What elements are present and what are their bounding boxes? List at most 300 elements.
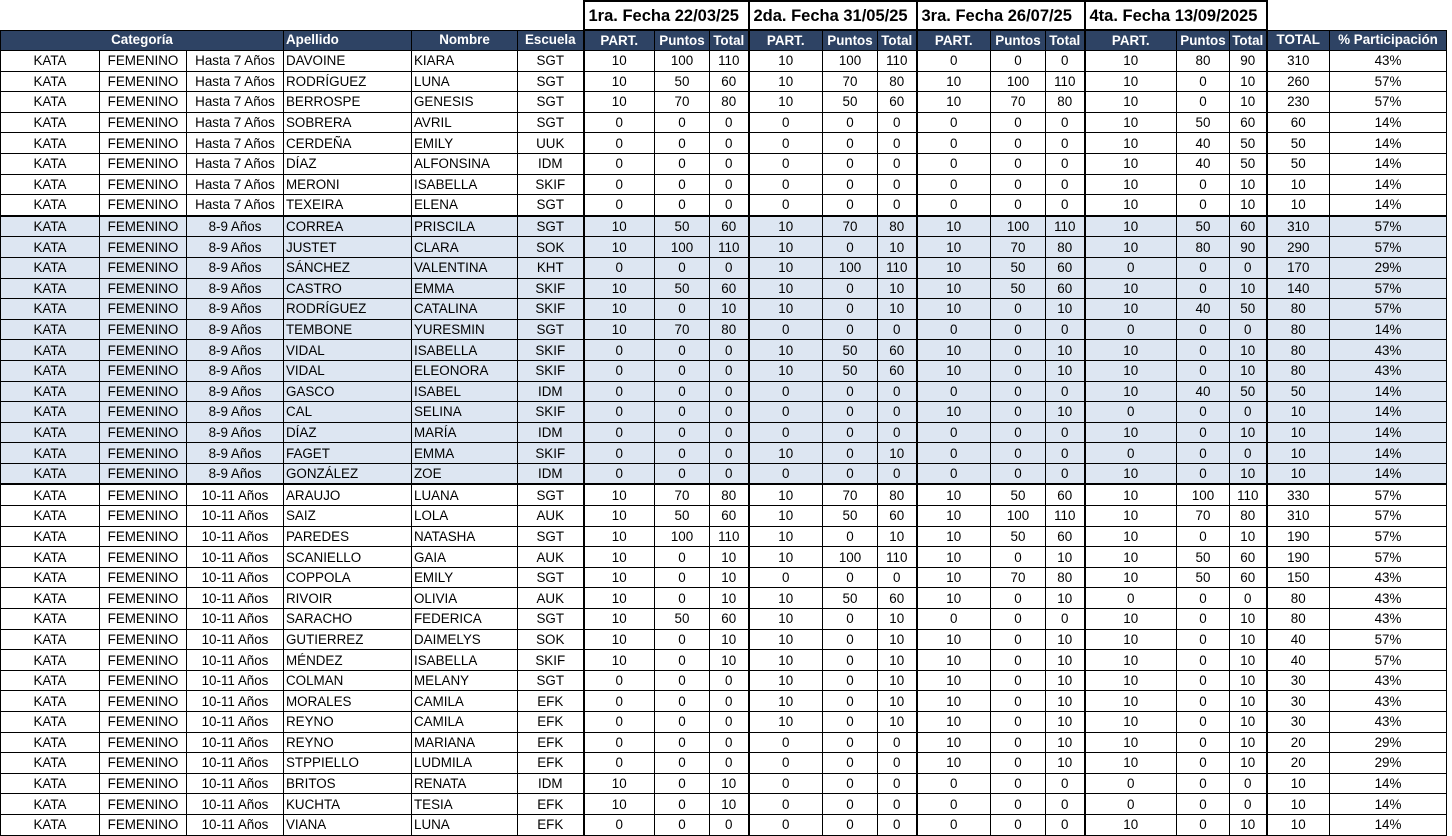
fecha-4: 4ta. Fecha 13/09/2025: [1085, 1, 1267, 30]
cell-part-1: 10: [584, 547, 655, 568]
cell-puntos-3: 0: [991, 51, 1046, 72]
cell-part-2: 0: [749, 174, 823, 195]
cell-part-3: 0: [917, 463, 991, 484]
cell-nombre: ISABELLA: [412, 174, 518, 195]
cell-part-3: 0: [917, 153, 991, 174]
cell-puntos-3: 70: [991, 567, 1046, 588]
cell-genero: FEMENINO: [100, 278, 187, 299]
cell-total-1: 0: [710, 340, 749, 361]
cell-escuela: SKIF: [518, 299, 584, 320]
cell-puntos-4: 0: [1177, 174, 1230, 195]
cell-modalidad: KATA: [1, 237, 100, 258]
cell-nombre: CAMILA: [412, 712, 518, 733]
cell-total-2: 0: [878, 195, 917, 216]
cell-puntos-3: 50: [991, 526, 1046, 547]
cell-puntos-1: 0: [655, 257, 710, 278]
cell-escuela: IDM: [518, 463, 584, 484]
cell-genero: FEMENINO: [100, 506, 187, 527]
cell-total: 50: [1267, 153, 1330, 174]
cell-genero: FEMENINO: [100, 547, 187, 568]
cell-total-1: 0: [710, 402, 749, 423]
cell-total-3: 0: [1046, 422, 1085, 443]
cell-puntos-4: 70: [1177, 506, 1230, 527]
cell-part-3: 0: [917, 112, 991, 133]
cell-total-4: 10: [1230, 360, 1267, 381]
cell-puntos-1: 70: [655, 92, 710, 113]
cell-participacion: 14%: [1330, 794, 1447, 815]
cell-participacion: 14%: [1330, 422, 1447, 443]
cell-part-4: 10: [1085, 609, 1177, 630]
cell-part-3: 10: [917, 691, 991, 712]
cell-puntos-4: 100: [1177, 484, 1230, 505]
cell-puntos-4: 0: [1177, 753, 1230, 774]
cell-nombre: TESIA: [412, 794, 518, 815]
cell-puntos-3: 0: [991, 340, 1046, 361]
cell-nombre: ISABELLA: [412, 650, 518, 671]
cell-total-1: 0: [710, 195, 749, 216]
cell-part-3: 0: [917, 773, 991, 794]
cell-genero: FEMENINO: [100, 216, 187, 237]
cell-categoria: 10-11 Años: [187, 629, 284, 650]
cell-puntos-2: 0: [823, 153, 878, 174]
cell-part-3: 10: [917, 588, 991, 609]
cell-total-4: 10: [1230, 650, 1267, 671]
table-row: [1, 237, 1447, 258]
cell-categoria: Hasta 7 Años: [187, 133, 284, 154]
table-row: [1, 629, 1447, 650]
cell-part-4: 10: [1085, 547, 1177, 568]
cell-total-4: 60: [1230, 547, 1267, 568]
cell-modalidad: KATA: [1, 814, 100, 835]
cell-categoria: Hasta 7 Años: [187, 112, 284, 133]
table-row: [1, 773, 1447, 794]
cell-total-1: 0: [710, 814, 749, 835]
cell-part-2: 0: [749, 814, 823, 835]
cell-puntos-1: 0: [655, 133, 710, 154]
cell-total-4: 10: [1230, 629, 1267, 650]
cell-nombre: MARIANA: [412, 732, 518, 753]
cell-participacion: 57%: [1330, 92, 1447, 113]
table-row: [1, 216, 1447, 237]
cell-genero: FEMENINO: [100, 237, 187, 258]
cell-genero: FEMENINO: [100, 51, 187, 72]
table-row: [1, 650, 1447, 671]
cell-total-4: 0: [1230, 257, 1267, 278]
cell-part-1: 10: [584, 237, 655, 258]
cell-total: 50: [1267, 133, 1330, 154]
cell-puntos-4: 0: [1177, 443, 1230, 464]
cell-part-2: 0: [749, 732, 823, 753]
cell-genero: FEMENINO: [100, 195, 187, 216]
table-row: [1, 153, 1447, 174]
cell-genero: FEMENINO: [100, 691, 187, 712]
cell-total-1: 10: [710, 629, 749, 650]
cell-genero: FEMENINO: [100, 753, 187, 774]
cell-part-2: 10: [749, 92, 823, 113]
cell-total-4: 10: [1230, 732, 1267, 753]
cell-puntos-3: 0: [991, 402, 1046, 423]
cell-puntos-1: 0: [655, 547, 710, 568]
cell-participacion: 43%: [1330, 51, 1447, 72]
cell-puntos-4: 0: [1177, 92, 1230, 113]
cell-puntos-1: 0: [655, 299, 710, 320]
cell-part-3: 10: [917, 650, 991, 671]
cell-total: 310: [1267, 216, 1330, 237]
cell-puntos-4: 0: [1177, 712, 1230, 733]
table-row: [1, 402, 1447, 423]
cell-puntos-2: 100: [823, 547, 878, 568]
cell-modalidad: KATA: [1, 381, 100, 402]
cell-total-4: 60: [1230, 216, 1267, 237]
cell-total: 330: [1267, 484, 1330, 505]
header-escuela: Escuela: [518, 30, 584, 51]
cell-puntos-3: 0: [991, 691, 1046, 712]
cell-modalidad: KATA: [1, 257, 100, 278]
cell-puntos-2: 0: [823, 443, 878, 464]
cell-total-1: 0: [710, 712, 749, 733]
cell-escuela: EFK: [518, 794, 584, 815]
cell-puntos-2: 0: [823, 732, 878, 753]
cell-puntos-4: 0: [1177, 422, 1230, 443]
cell-participacion: 29%: [1330, 753, 1447, 774]
cell-part-3: 10: [917, 506, 991, 527]
cell-total: 170: [1267, 257, 1330, 278]
cell-puntos-2: 0: [823, 794, 878, 815]
table-row: [1, 526, 1447, 547]
cell-genero: FEMENINO: [100, 650, 187, 671]
cell-puntos-3: 70: [991, 92, 1046, 113]
cell-categoria: 10-11 Años: [187, 547, 284, 568]
cell-puntos-3: 0: [991, 588, 1046, 609]
cell-part-3: 10: [917, 360, 991, 381]
cell-puntos-2: 0: [823, 174, 878, 195]
cell-total-2: 80: [878, 216, 917, 237]
cell-apellido: SAIZ: [284, 506, 412, 527]
cell-participacion: 14%: [1330, 174, 1447, 195]
cell-part-1: 0: [584, 443, 655, 464]
cell-total-3: 10: [1046, 588, 1085, 609]
cell-total-3: 0: [1046, 133, 1085, 154]
cell-part-3: 0: [917, 422, 991, 443]
cell-part-3: 0: [917, 794, 991, 815]
cell-puntos-4: 0: [1177, 71, 1230, 92]
cell-nombre: LUNA: [412, 814, 518, 835]
cell-genero: FEMENINO: [100, 773, 187, 794]
cell-total-2: 0: [878, 773, 917, 794]
cell-puntos-2: 70: [823, 71, 878, 92]
fecha-1: 1ra. Fecha 22/03/25: [584, 1, 749, 30]
cell-total-4: 0: [1230, 402, 1267, 423]
cell-puntos-3: 0: [991, 153, 1046, 174]
cell-modalidad: KATA: [1, 299, 100, 320]
cell-categoria: 10-11 Años: [187, 670, 284, 691]
cell-total-4: 10: [1230, 71, 1267, 92]
cell-escuela: SKIF: [518, 278, 584, 299]
cell-part-3: 10: [917, 712, 991, 733]
cell-participacion: 57%: [1330, 71, 1447, 92]
cell-genero: FEMENINO: [100, 484, 187, 505]
cell-total-3: 0: [1046, 195, 1085, 216]
cell-genero: FEMENINO: [100, 112, 187, 133]
cell-total-3: 110: [1046, 71, 1085, 92]
table-row: [1, 381, 1447, 402]
cell-total-3: 10: [1046, 360, 1085, 381]
cell-nombre: GAIA: [412, 547, 518, 568]
cell-total: 80: [1267, 340, 1330, 361]
cell-total: 40: [1267, 629, 1330, 650]
cell-apellido: COLMAN: [284, 670, 412, 691]
cell-apellido: SOBRERA: [284, 112, 412, 133]
cell-part-2: 0: [749, 112, 823, 133]
cell-total: 260: [1267, 71, 1330, 92]
cell-puntos-1: 100: [655, 51, 710, 72]
cell-puntos-1: 50: [655, 609, 710, 630]
cell-escuela: IDM: [518, 153, 584, 174]
cell-part-3: 0: [917, 381, 991, 402]
cell-total-2: 110: [878, 257, 917, 278]
cell-puntos-1: 0: [655, 112, 710, 133]
cell-total-3: 0: [1046, 112, 1085, 133]
cell-apellido: MERONI: [284, 174, 412, 195]
cell-total: 80: [1267, 588, 1330, 609]
cell-total-2: 0: [878, 381, 917, 402]
cell-total-3: 10: [1046, 712, 1085, 733]
cell-puntos-1: 70: [655, 484, 710, 505]
cell-nombre: LUANA: [412, 484, 518, 505]
header-participacion: % Participación: [1330, 30, 1447, 51]
cell-total: 20: [1267, 732, 1330, 753]
cell-apellido: RODRÍGUEZ: [284, 71, 412, 92]
cell-part-4: 10: [1085, 753, 1177, 774]
cell-puntos-4: 80: [1177, 237, 1230, 258]
cell-participacion: 43%: [1330, 588, 1447, 609]
fecha-2: 2da. Fecha 31/05/25: [749, 1, 917, 30]
cell-total-3: 10: [1046, 753, 1085, 774]
cell-total: 190: [1267, 547, 1330, 568]
cell-puntos-4: 80: [1177, 51, 1230, 72]
table-row: [1, 547, 1447, 568]
cell-total-1: 0: [710, 732, 749, 753]
cell-nombre: LOLA: [412, 506, 518, 527]
cell-participacion: 14%: [1330, 773, 1447, 794]
cell-puntos-1: 100: [655, 526, 710, 547]
cell-modalidad: KATA: [1, 567, 100, 588]
cell-part-4: 10: [1085, 712, 1177, 733]
cell-modalidad: KATA: [1, 422, 100, 443]
cell-puntos-3: 0: [991, 670, 1046, 691]
cell-puntos-4: 50: [1177, 112, 1230, 133]
cell-escuela: SGT: [518, 526, 584, 547]
cell-participacion: 14%: [1330, 814, 1447, 835]
cell-puntos-3: 0: [991, 299, 1046, 320]
cell-total-3: 60: [1046, 278, 1085, 299]
cell-puntos-3: 70: [991, 237, 1046, 258]
cell-total-4: 60: [1230, 112, 1267, 133]
cell-apellido: DÍAZ: [284, 153, 412, 174]
cell-puntos-4: 0: [1177, 650, 1230, 671]
cell-escuela: AUK: [518, 547, 584, 568]
cell-nombre: OLIVIA: [412, 588, 518, 609]
cell-part-1: 0: [584, 112, 655, 133]
cell-puntos-4: 0: [1177, 340, 1230, 361]
cell-puntos-2: 50: [823, 340, 878, 361]
cell-genero: FEMENINO: [100, 402, 187, 423]
table-row: [1, 463, 1447, 484]
cell-total-2: 0: [878, 319, 917, 340]
cell-nombre: ISABEL: [412, 381, 518, 402]
cell-puntos-1: 0: [655, 402, 710, 423]
cell-puntos-4: 50: [1177, 567, 1230, 588]
cell-participacion: 14%: [1330, 319, 1447, 340]
cell-total: 10: [1267, 443, 1330, 464]
cell-puntos-2: 50: [823, 360, 878, 381]
cell-total-3: 0: [1046, 51, 1085, 72]
cell-modalidad: KATA: [1, 506, 100, 527]
header-total-1: Total: [710, 30, 749, 51]
cell-escuela: SGT: [518, 71, 584, 92]
cell-categoria: 10-11 Años: [187, 484, 284, 505]
cell-apellido: GONZÁLEZ: [284, 463, 412, 484]
cell-participacion: 43%: [1330, 691, 1447, 712]
cell-apellido: MÉNDEZ: [284, 650, 412, 671]
cell-total-3: 0: [1046, 153, 1085, 174]
cell-total-1: 80: [710, 92, 749, 113]
cell-part-2: 0: [749, 195, 823, 216]
cell-participacion: 14%: [1330, 133, 1447, 154]
cell-apellido: STPPIELLO: [284, 753, 412, 774]
cell-part-4: 10: [1085, 506, 1177, 527]
cell-part-3: 10: [917, 299, 991, 320]
cell-total-2: 0: [878, 153, 917, 174]
cell-part-1: 0: [584, 133, 655, 154]
cell-nombre: SELINA: [412, 402, 518, 423]
cell-part-2: 10: [749, 299, 823, 320]
header-nombre: Nombre: [412, 30, 518, 51]
cell-part-2: 10: [749, 526, 823, 547]
cell-part-1: 0: [584, 402, 655, 423]
cell-puntos-2: 0: [823, 299, 878, 320]
cell-puntos-4: 0: [1177, 588, 1230, 609]
table-row: [1, 195, 1447, 216]
cell-categoria: 8-9 Años: [187, 319, 284, 340]
cell-apellido: RODRÍGUEZ: [284, 299, 412, 320]
cell-puntos-1: 0: [655, 381, 710, 402]
cell-escuela: SGT: [518, 609, 584, 630]
cell-modalidad: KATA: [1, 794, 100, 815]
cell-part-4: 10: [1085, 153, 1177, 174]
cell-total-2: 10: [878, 650, 917, 671]
cell-escuela: SKIF: [518, 360, 584, 381]
cell-total-4: 10: [1230, 463, 1267, 484]
cell-puntos-1: 50: [655, 278, 710, 299]
cell-nombre: DAIMELYS: [412, 629, 518, 650]
cell-total-3: 110: [1046, 506, 1085, 527]
cell-total-4: 10: [1230, 422, 1267, 443]
cell-escuela: AUK: [518, 588, 584, 609]
cell-escuela: SKIF: [518, 402, 584, 423]
cell-apellido: DAVOINE: [284, 51, 412, 72]
cell-total-2: 0: [878, 463, 917, 484]
table-row: [1, 340, 1447, 361]
cell-part-3: 10: [917, 340, 991, 361]
cell-part-4: 10: [1085, 691, 1177, 712]
cell-total: 40: [1267, 650, 1330, 671]
cell-escuela: KHT: [518, 257, 584, 278]
cell-puntos-2: 0: [823, 773, 878, 794]
cell-categoria: Hasta 7 Años: [187, 51, 284, 72]
cell-total-4: 60: [1230, 567, 1267, 588]
cell-categoria: 10-11 Años: [187, 609, 284, 630]
cell-puntos-1: 0: [655, 753, 710, 774]
cell-categoria: 8-9 Años: [187, 402, 284, 423]
cell-total-1: 60: [710, 278, 749, 299]
cell-apellido: SÁNCHEZ: [284, 257, 412, 278]
cell-escuela: EFK: [518, 691, 584, 712]
cell-part-4: 10: [1085, 112, 1177, 133]
cell-total-4: 90: [1230, 51, 1267, 72]
cell-total-3: 0: [1046, 443, 1085, 464]
cell-categoria: 8-9 Años: [187, 443, 284, 464]
cell-escuela: SGT: [518, 484, 584, 505]
cell-part-1: 10: [584, 609, 655, 630]
cell-part-1: 0: [584, 712, 655, 733]
cell-puntos-3: 0: [991, 794, 1046, 815]
cell-genero: FEMENINO: [100, 814, 187, 835]
cell-genero: FEMENINO: [100, 340, 187, 361]
cell-genero: FEMENINO: [100, 526, 187, 547]
cell-modalidad: KATA: [1, 195, 100, 216]
cell-part-2: 10: [749, 216, 823, 237]
cell-modalidad: KATA: [1, 650, 100, 671]
cell-total-1: 10: [710, 773, 749, 794]
cell-total-3: 110: [1046, 216, 1085, 237]
cell-puntos-4: 0: [1177, 670, 1230, 691]
cell-part-1: 10: [584, 526, 655, 547]
cell-total-2: 80: [878, 71, 917, 92]
cell-puntos-2: 0: [823, 567, 878, 588]
cell-total-2: 10: [878, 526, 917, 547]
cell-total-1: 60: [710, 506, 749, 527]
cell-nombre: AVRIL: [412, 112, 518, 133]
cell-part-1: 10: [584, 71, 655, 92]
cell-total-3: 10: [1046, 732, 1085, 753]
cell-part-3: 0: [917, 133, 991, 154]
cell-puntos-4: 0: [1177, 814, 1230, 835]
header-apellido: Apellido: [284, 30, 412, 51]
cell-puntos-2: 0: [823, 463, 878, 484]
cell-part-1: 0: [584, 257, 655, 278]
cell-escuela: SKIF: [518, 443, 584, 464]
cell-puntos-3: 100: [991, 71, 1046, 92]
cell-part-3: 10: [917, 629, 991, 650]
cell-modalidad: KATA: [1, 319, 100, 340]
cell-total-3: 10: [1046, 629, 1085, 650]
cell-part-3: 10: [917, 257, 991, 278]
cell-total-4: 80: [1230, 506, 1267, 527]
cell-total-2: 0: [878, 133, 917, 154]
cell-part-2: 10: [749, 443, 823, 464]
cell-categoria: 10-11 Años: [187, 588, 284, 609]
table-row: [1, 92, 1447, 113]
cell-total-4: 0: [1230, 773, 1267, 794]
cell-puntos-1: 50: [655, 506, 710, 527]
table-row: [1, 794, 1447, 815]
cell-part-3: 10: [917, 92, 991, 113]
cell-apellido: VIDAL: [284, 360, 412, 381]
cell-total-3: 10: [1046, 547, 1085, 568]
cell-puntos-3: 100: [991, 506, 1046, 527]
cell-apellido: VIDAL: [284, 340, 412, 361]
